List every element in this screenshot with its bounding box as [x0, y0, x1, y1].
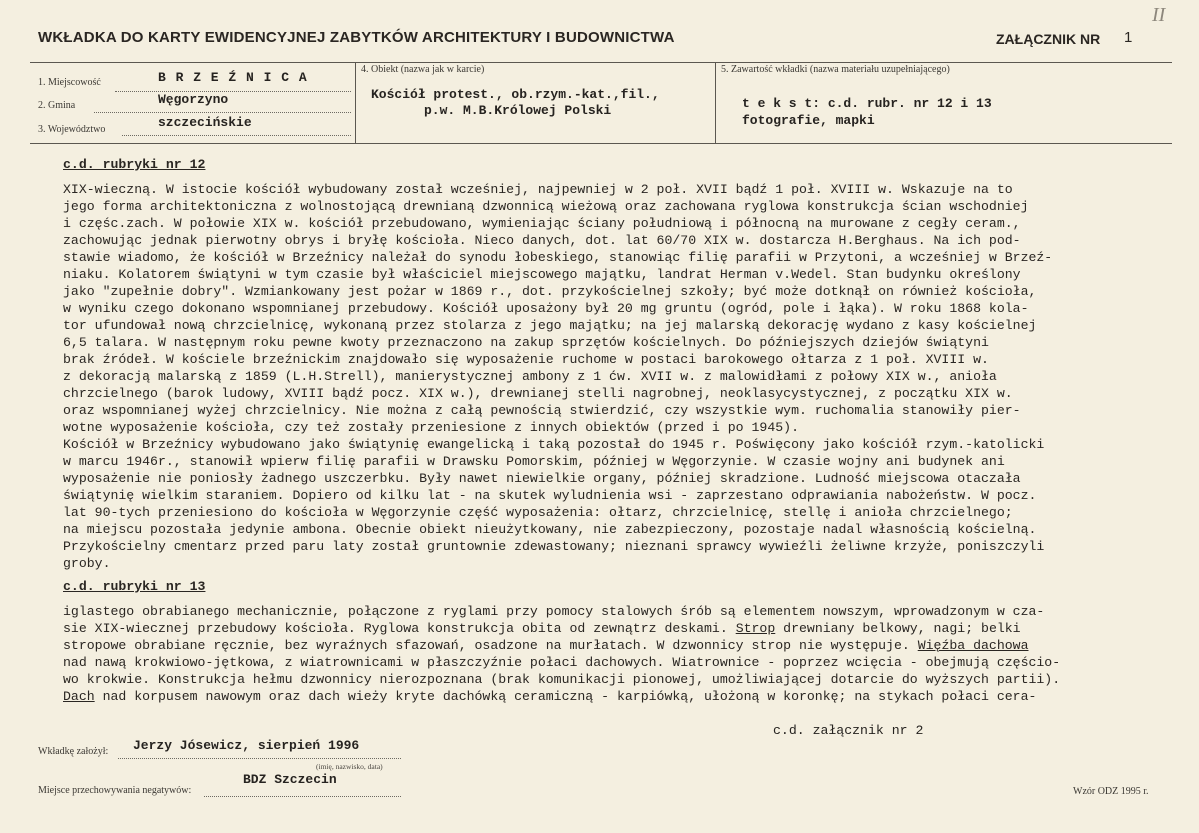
text-line: chrzcielnego (barok ludowy, XVIII bądź pocz. XIX w.), drewnianej stelli nagrobnej, neoklasycystycznej, z początku XIX w.	[63, 386, 1013, 401]
text-line: XIX-wieczną. W istocie kościół wybudowany został wcześniej, najpewniej w 2 poł. XVII bądź 1 poł. XVIII w. Wskazuje na to	[63, 182, 1013, 197]
text-fragment: sie XIX-wiecznej przebudowy kościoła. Ryglowa konstrukcja obita od zewnątrz deskami.	[63, 621, 736, 636]
field-1-value: B R Z E Ź N I C A	[158, 70, 308, 85]
text-line: i częśc.zach. W połowie XIX w. kościół przebudowano, wymieniając ściany południową i północną na murowane z cegły ceram.,	[63, 216, 1021, 231]
storage-dotline	[204, 796, 401, 797]
field-1-label: 1. Miejscowość	[38, 77, 101, 88]
text-line: w wyniku czego dokonano wspomnianej przebudowy. Kościół uposażony był 20 mg gruntu (ogród, pole i łąka). W roku 1868 kola-	[63, 301, 1029, 316]
text-line: brak źródeł. W kościele brzeźnickim znajdowało się wyposażenie ruchome w postaci barokowego ołtarza z 1 poł. XVIII w.	[63, 352, 989, 367]
text-line: w marcu 1946r., stanowił wpierw filię parafii w Drawsku Pomorskim, później w Węgorzynie. W czasie wojny ani budynek ani	[63, 454, 1005, 469]
field-5-value-line-2: fotografie, mapki	[742, 113, 875, 128]
text-line: 6,5 talara. W następnym roku pewne kwoty przeznaczono na zakup sprzętów kościelnych. Do późniejszych dziejów świątyni	[63, 335, 989, 350]
storage-value: BDZ Szczecin	[243, 772, 337, 787]
text-line: z dekoracją malarską z 1859 (L.H.Strell), manierystycznej ambony z 1 ćw. XVII w. z malowidłami z połowy XIX w., anioła	[63, 369, 997, 384]
text-line: iglastego obrabianego mechanicznie, połączone z ryglami przy pomocy stalowych śrób są elementem nowszym, wprowadzonym w cza-	[63, 604, 1045, 619]
text-line	[63, 689, 1036, 704]
field-4-value-line-1: Kościół protest., ob.rzym.-kat.,fil.,	[371, 87, 660, 102]
term-wiezba-dachowa: Więźba dachowa	[917, 638, 1029, 653]
section-12-heading: c.d. rubryki nr 12	[63, 157, 206, 172]
field-4-label: 4. Obiekt (nazwa jak w karcie)	[361, 64, 485, 75]
text-line	[63, 621, 1021, 636]
text-line: jako "zupełnie dobry". Wzmiankowany jest pożar w 1869 r., dot. przykościelnej szkoły; być może dotknął on również kościoła,	[63, 284, 1037, 299]
continued-note: c.d. załącznik nr 2	[773, 723, 924, 738]
text-line: świątynię wielkim staraniem. Dopiero od kilku lat - na skutek wyludnienia wsi - zaprzestano odprawiania nabożeństw. W pocz.	[63, 488, 1037, 503]
corner-pencil-mark: II	[1152, 4, 1166, 26]
document-title: WKŁADKA DO KARTY EWIDENCYJNEJ ZABYTKÓW ARCHITEKTURY I BUDOWNICTWA	[38, 29, 675, 46]
text-line: wyposażenie nie poniosły żadnego uszczerbku. Były nawet niewielkie organy, później skradzione. Ludność miejscowa otaczała	[63, 471, 1021, 486]
text-line: jego forma architektoniczna z wolnostojącą drewnianą dzwonnicą wieżową oraz zachowana ryglowa konstrukcja ścian wschodniej	[63, 199, 1029, 214]
author-value: Jerzy Jósewicz, sierpień 1996	[133, 738, 360, 753]
text-line: Przykościelny cmentarz przed paru laty został gruntownie zdewastowany; nieznani sprawcy wywieźli żeliwne krzyże, poniszczyli	[63, 539, 1045, 554]
text-fragment: drewniany belkowy, nagi; belki	[775, 621, 1021, 636]
form-divider-2	[715, 62, 716, 143]
text-line: na miejscu pozostała jedynie ambona. Obecnie obiekt nieużytkowany, nie zabezpieczony, pozostaje nadal własnością kościelną.	[63, 522, 1037, 537]
text-line: wo krokwie. Konstrukcja hełmu dzwonnicy nierozpoznana (brak komunikacji pionowej, umożliwiającej dotarcie do wyższych partii).	[63, 672, 1061, 687]
text-line: lat 90-tych przeniesiono do kościoła w Węgorzynie część wyposażenia: ołtarz, chrzcielnicę, stellę i anioła chrzcielnego;	[63, 505, 1013, 520]
form-divider-1	[355, 62, 356, 143]
author-hint: (imię, nazwisko, data)	[316, 762, 383, 771]
term-strop: Strop	[735, 621, 776, 636]
field-2-dotline	[94, 112, 351, 113]
annex-label: ZAŁĄCZNIK NR	[996, 31, 1101, 47]
annex-number: 1	[1124, 29, 1133, 46]
field-3-value: szczecińskie	[158, 115, 252, 130]
field-5-value-line-1: t e k s t: c.d. rubr. nr 12 i 13	[742, 96, 992, 111]
form-bottom-rule	[30, 143, 1172, 144]
text-line: zachowując jednak pierwotny obrys i bryłę kościoła. Nieco danych, dot. lat 60/70 XIX w. dostarcza H.Berghaus. Na ich pod-	[63, 233, 1021, 248]
form-top-rule	[30, 62, 1172, 63]
text-line: tor ufundował nową chrzcielnicę, wykonaną przez stolarza z jego majątku; na jej malarską dekorację wydano z kasy kościelnej	[63, 318, 1037, 333]
author-dotline	[118, 758, 401, 759]
field-4-value-line-2: p.w. M.B.Królowej Polski	[424, 103, 612, 118]
field-3-label: 3. Województwo	[38, 124, 106, 135]
text-line: nad nawą krokwiowo-jętkowa, z wiatrownicami w płaszczyźnie połaci dachowych. Wiatrownice - poprzez wcięcia - obejmują częścio-	[63, 655, 1061, 670]
text-line: stawie wiadomo, że kościół w Brzeźnicy należał do synodu łobeskiego, stanowiąc filię parafii w Przytoni, a wcześniej w Brzeź-	[63, 250, 1053, 265]
text-fragment: nad korpusem nawowym oraz dach wieży kryte dachówką ceramiczną - karpiówką, ułożoną w koronkę; na stykach połaci cera-	[94, 689, 1037, 704]
text-line: Kościół w Brzeźnicy wybudowano jako świątynię ewangelicką i taką pozostał do 1945 r. Poświęcony jako kościół rzym.-katolicki	[63, 437, 1045, 452]
author-label: Wkładkę założył:	[38, 746, 109, 757]
text-line: groby.	[63, 556, 111, 571]
storage-label: Miejsce przechowywania negatywów:	[38, 785, 192, 796]
text-line	[63, 638, 1029, 653]
text-line: niaku. Kolatorem świątyni w tym czasie był właściciel miejscowego majątku, landrat Herman v.Wedel. Stan budynku określony	[63, 267, 1021, 282]
section-13-heading: c.d. rubryki nr 13	[63, 579, 206, 594]
field-3-dotline	[122, 135, 351, 136]
term-dach: Dach	[63, 689, 95, 704]
field-2-value: Węgorzyno	[158, 92, 229, 107]
field-2-label: 2. Gmina	[38, 100, 76, 111]
form-reference: Wzór ODZ 1995 r.	[1073, 786, 1149, 797]
field-5-label: 5. Zawartość wkładki (nazwa materiału uzupełniającego)	[721, 64, 950, 75]
text-line: oraz wspomnianej wyżej chrzcielnicy. Nie można z całą pewnością stwierdzić, czy wszystkie wym. ruchomalia stanowiły pier-	[63, 403, 1021, 418]
text-line: wotne wyposażenie kościoła, czy też zostały przeniesione z innych obiektów (przed i po 1945).	[63, 420, 799, 435]
text-fragment: stropowe obrabiane ręcznie, bez wyraźnych sfazowań, osadzone na murłatach. W dzwonnicy strop nie występuje.	[63, 638, 918, 653]
field-1-dotline	[115, 91, 351, 92]
